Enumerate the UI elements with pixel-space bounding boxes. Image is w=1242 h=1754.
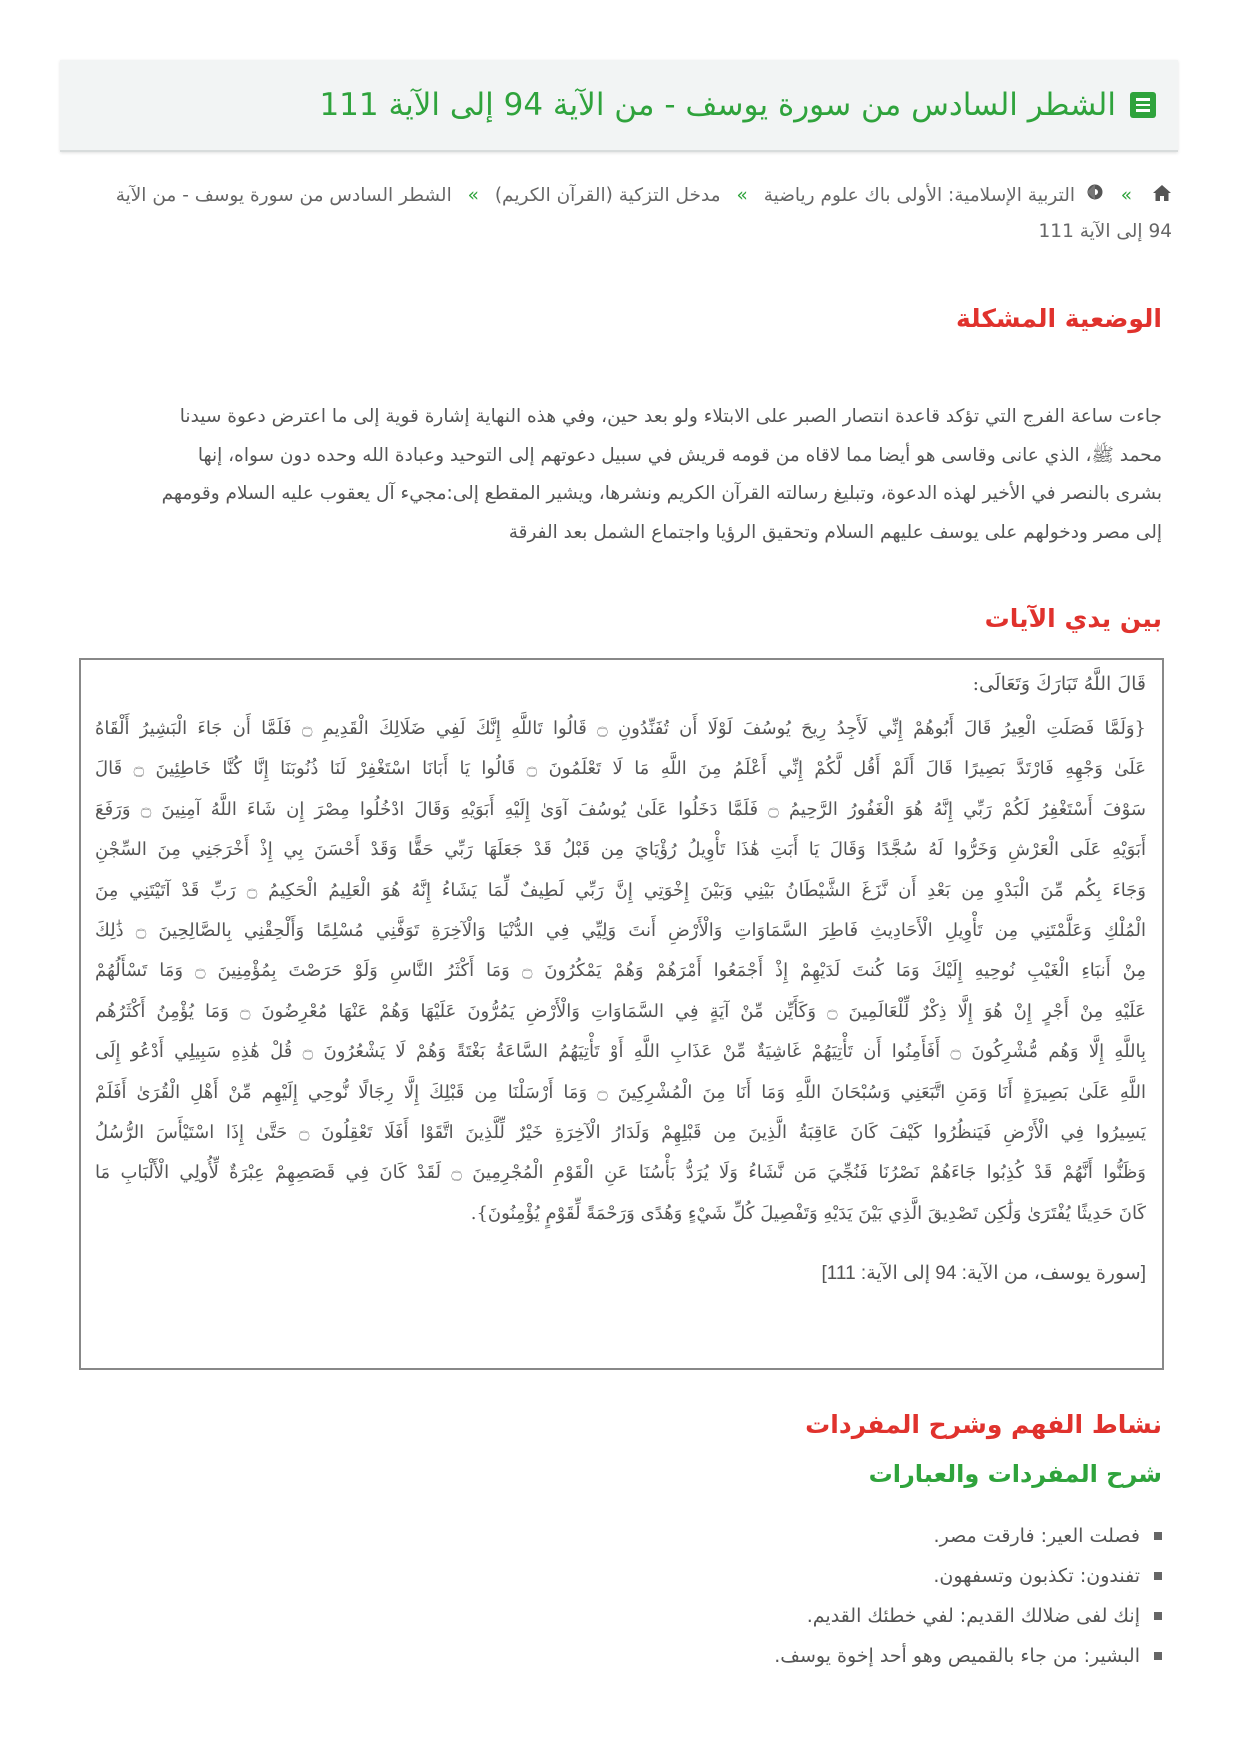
bullet-icon xyxy=(1154,1612,1162,1620)
bullet-icon xyxy=(1154,1652,1162,1660)
breadcrumb xyxy=(92,178,1172,249)
breadcrumb-separator: » xyxy=(736,185,748,206)
page-title-card xyxy=(60,60,1178,152)
document-icon xyxy=(1130,92,1156,118)
comprehension-section-title: نشاط الفهم وشرح المفردات xyxy=(805,1410,1162,1439)
problem-line: جاءت ساعة الفرج التي تؤكد قاعدة انتصار الصبر على الابتلاء ولو بعد حين، وفي هذه النهاية إشارة قوية إلى ما اعترض دعوة سيدنا xyxy=(179,406,1162,427)
ayat-line: عَلَىٰ وَجْهِهِ فَارْتَدَّ بَصِيرًا قَالَ أَلَمْ أَقُل لَّكُمْ إِنِّي أَعْلَمُ مِنَ اللَّهِ مَا لَا تَعْلَمُونَ ۝ قَالُوا يَا أَبَانَا اسْتَغْفِرْ لَنَا ذُنُوبَنَا إِنَّا كُنَّا خَاطِئِينَ ۝ قَالَ xyxy=(95,758,1146,780)
page-title: الشطر السادس من سورة يوسف - من الآية 94 إلى الآية 111 xyxy=(319,87,1116,123)
ayat-line: وَظَنُّوا أَنَّهُمْ قَدْ كُذِبُوا جَاءَهُمْ نَصْرُنَا فَنُجِّيَ مَن نَّشَاءُ وَلَا يُرَدُّ بَأْسُنَا عَنِ الْقَوْمِ الْمُجْرِمِينَ ۝ لَقَدْ كَانَ فِي قَصَصِهِمْ عِبْرَةٌ لِّأُولِي الْأَلْبَابِ مَا xyxy=(95,1162,1146,1184)
breadcrumb-item-unit[interactable]: مدخل التزكية (القرآن الكريم) xyxy=(494,185,721,206)
list-item xyxy=(362,1556,1162,1596)
ayat-line: عَلَيْهِ مِنْ أَجْرٍ إِنْ هُوَ إِلَّا ذِكْرٌ لِّلْعَالَمِينَ ۝ وَكَأَيِّن مِّنْ آيَةٍ فِي السَّمَاوَاتِ وَالْأَرْضِ يَمُرُّونَ عَلَيْهَا وَهُمْ عَنْهَا مُعْرِضُونَ ۝ وَمَا يُؤْمِنُ أَكْثَرُهُم xyxy=(95,1000,1146,1022)
problem-section-title: الوضعية المشكلة xyxy=(955,304,1162,333)
breadcrumb-item-course[interactable]: التربية الإسلامية: الأولى باك علوم رياضية xyxy=(763,185,1075,206)
vocabulary-item: البشير: من جاء بالقميص وهو أحد إخوة يوسف. xyxy=(774,1645,1140,1667)
ayat-box xyxy=(79,658,1164,1370)
ayat-line: وَجَاءَ بِكُم مِّنَ الْبَدْوِ مِن بَعْدِ أَن نَّزَغَ الشَّيْطَانُ بَيْنِي وَبَيْنَ إِخْوَتِي إِنَّ رَبِّي لَطِيفٌ لِّمَا يَشَاءُ إِنَّهُ هُوَ الْعَلِيمُ الْحَكِيمُ ۝ رَبِّ قَدْ آتَيْتَنِي مِنَ xyxy=(95,879,1146,901)
breadcrumb-separator: » xyxy=(467,185,479,206)
vocabulary-item: فصلت العير: فارقت مصر. xyxy=(933,1525,1140,1547)
ayat-line: اللَّهِ عَلَىٰ بَصِيرَةٍ أَنَا وَمَنِ اتَّبَعَنِي وَسُبْحَانَ اللَّهِ وَمَا أَنَا مِنَ الْمُشْرِكِينَ ۝ وَمَا أَرْسَلْنَا مِن قَبْلِكَ إِلَّا رِجَالًا نُّوحِي إِلَيْهِم مِّنْ أَهْلِ الْقُرَىٰ أَفَلَمْ xyxy=(95,1081,1146,1103)
ayat-section-title: بين يدي الآيات xyxy=(984,604,1162,633)
ayat-line: {وَلَمَّا فَصَلَتِ الْعِيرُ قَالَ أَبُوهُمْ إِنِّي لَأَجِدُ رِيحَ يُوسُفَ لَوْلَا أَن تُفَنِّدُونِ ۝ قَالُوا تَاللَّهِ إِنَّكَ لَفِي ضَلَالِكَ الْقَدِيمِ ۝ فَلَمَّا أَن جَاءَ الْبَشِيرُ أَلْقَاهُ xyxy=(95,718,1146,739)
ayat-line: سَوْفَ أَسْتَغْفِرُ لَكُمْ رَبِّي إِنَّهُ هُوَ الْغَفُورُ الرَّحِيمُ ۝ فَلَمَّا دَخَلُوا عَلَىٰ يُوسُفَ آوَىٰ إِلَيْهِ أَبَوَيْهِ وَقَالَ ادْخُلُوا مِصْرَ إِن شَاءَ اللَّهُ آمِنِينَ ۝ وَرَفَعَ xyxy=(95,798,1146,820)
problem-line: بشرى بالنصر في الأخير لهذه الدعوة، وتبليغ رسالته القرآن الكريم ونشرها، ويشير المقطع إلى:مجيء آل يعقوب عليه السلام وقومهم xyxy=(161,483,1162,504)
ayat-intro: قَالَ اللَّهُ تَبَارَكَ وَتَعَالَى: xyxy=(972,673,1146,695)
home-icon[interactable] xyxy=(1152,179,1172,214)
bullet-icon xyxy=(1154,1532,1162,1540)
list-item xyxy=(362,1516,1162,1556)
ayat-line: الْمُلْكِ وَعَلَّمْتَنِي مِن تَأْوِيلِ الْأَحَادِيثِ فَاطِرَ السَّمَاوَاتِ وَالْأَرْضِ أَنتَ وَلِيِّي فِي الدُّنْيَا وَالْآخِرَةِ تَوَفَّنِي مُسْلِمًا وَأَلْحِقْنِي بِالصَّالِحِينَ ۝ ذَٰلِكَ xyxy=(95,920,1146,942)
problem-line: محمد ﷺ، الذي عانى وقاسى هو أيضا مما لاقاه من قومه قريش في سبيل دعوتهم إلى التوحيد وعبادة الله وحده دون سواه، إنها xyxy=(197,444,1162,466)
list-item xyxy=(362,1596,1162,1636)
vocabulary-item: تفندون: تكذبون وتسفهون. xyxy=(933,1565,1140,1587)
vocabulary-subtitle: شرح المفردات والعبارات xyxy=(868,1460,1162,1488)
ayat-line: يَسِيرُوا فِي الْأَرْضِ فَيَنظُرُوا كَيْفَ كَانَ عَاقِبَةُ الَّذِينَ مِن قَبْلِهِمْ وَلَدَارُ الْآخِرَةِ خَيْرٌ لِّلَّذِينَ اتَّقَوْا أَفَلَا تَعْقِلُونَ ۝ حَتَّىٰ إِذَا اسْتَيْأَسَ الرُّسُلُ xyxy=(95,1122,1146,1144)
gear-icon xyxy=(1085,179,1105,214)
list-item xyxy=(362,1636,1162,1676)
ayat-line: مِنْ أَنبَاءِ الْغَيْبِ نُوحِيهِ إِلَيْكَ وَمَا كُنتَ لَدَيْهِمْ إِذْ أَجْمَعُوا أَمْرَهُمْ وَهُمْ يَمْكُرُونَ ۝ وَمَا أَكْثَرُ النَّاسِ وَلَوْ حَرَصْتَ بِمُؤْمِنِينَ ۝ وَمَا تَسْأَلُهُمْ xyxy=(95,960,1146,982)
vocabulary-item: إنك لفى ضلالك القديم: لفي خطئك القديم. xyxy=(806,1605,1140,1627)
breadcrumb-item-current: الشطر السادس من سورة يوسف - من الآية 94 إلى الآية 111 xyxy=(115,185,1172,242)
problem-line: إلى مصر ودخولهم على يوسف عليهم السلام وتحقيق الرؤيا واجتماع الشمل بعد الفرقة xyxy=(508,521,1162,543)
vocabulary-list xyxy=(362,1516,1162,1676)
bullet-icon xyxy=(1154,1572,1162,1580)
ayat-line: أَبَوَيْهِ عَلَى الْعَرْشِ وَخَرُّوا لَهُ سُجَّدًا وَقَالَ يَا أَبَتِ هَٰذَا تَأْوِيلُ رُؤْيَايَ مِن قَبْلُ قَدْ جَعَلَهَا رَبِّي حَقًّا وَقَدْ أَحْسَنَ بِي إِذْ أَخْرَجَنِي مِنَ السِّجْنِ xyxy=(95,839,1146,861)
ayat-line: بِاللَّهِ إِلَّا وَهُم مُّشْرِكُونَ ۝ أَفَأَمِنُوا أَن تَأْتِيَهُمْ غَاشِيَةٌ مِّنْ عَذَابِ اللَّهِ أَوْ تَأْتِيَهُمُ السَّاعَةُ بَغْتَةً وَهُمْ لَا يَشْعُرُونَ ۝ قُلْ هَٰذِهِ سَبِيلِي أَدْعُو إِلَى xyxy=(95,1041,1146,1063)
breadcrumb-separator: » xyxy=(1120,185,1133,206)
ayat-line: كَانَ حَدِيثًا يُفْتَرَىٰ وَلَٰكِن تَصْدِيقَ الَّذِي بَيْنَ يَدَيْهِ وَتَفْصِيلَ كُلِّ شَيْءٍ وَهُدًى وَرَحْمَةً لِّقَوْمٍ يُؤْمِنُونَ}. xyxy=(470,1202,1146,1224)
ayat-reference: [سورة يوسف، من الآية: 94 إلى الآية: 111] xyxy=(821,1263,1146,1285)
problem-text xyxy=(80,398,1162,552)
